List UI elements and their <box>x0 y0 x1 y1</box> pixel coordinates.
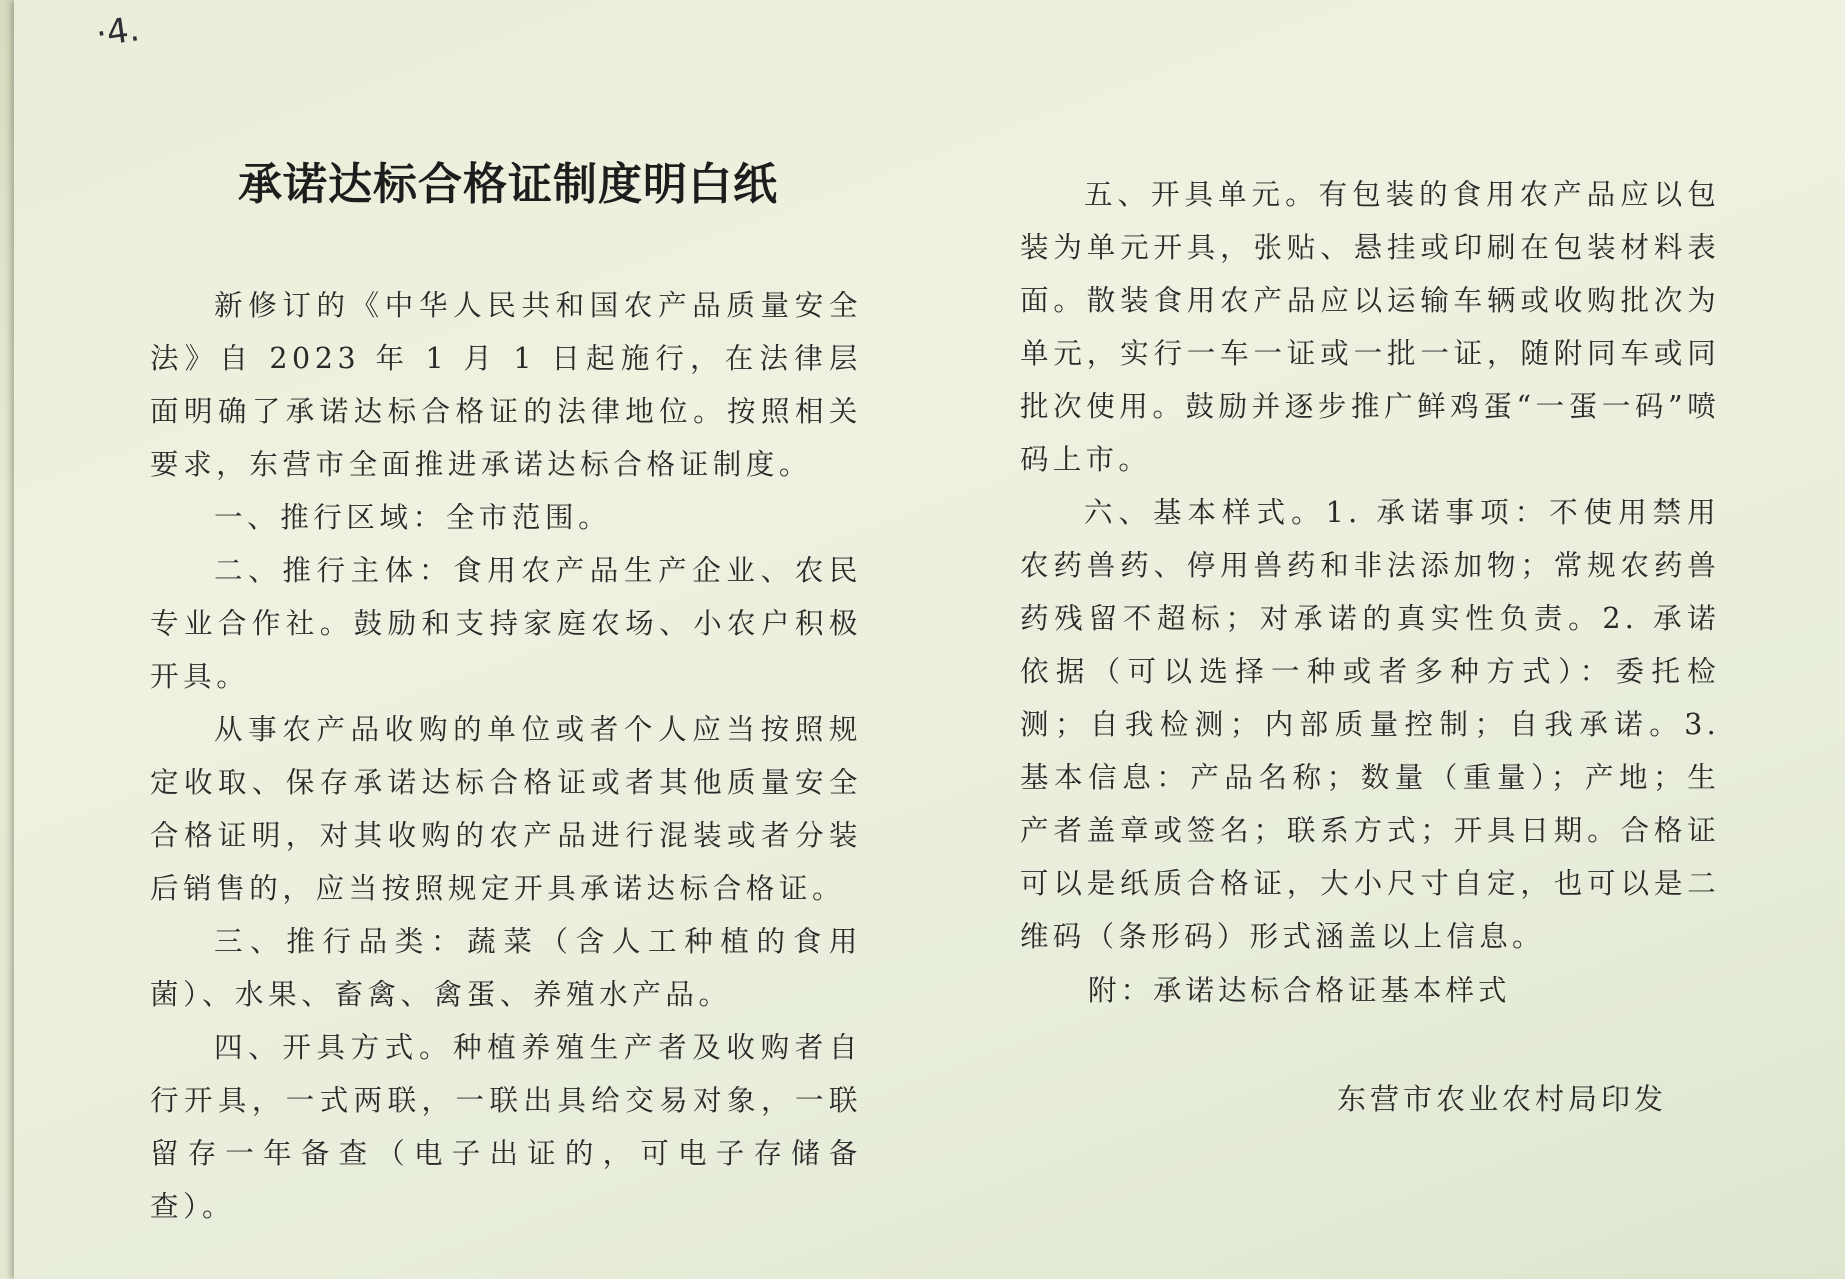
intro-paragraph: 新修订的《中华人民共和国农产品质量安全法》自 2023 年 1 月 1 日起施行，在法律层面明确了承诺达标合格证的法律地位。按照相关要求，东营市全面推进承诺达标合格证制度。 <box>150 289 862 481</box>
section-subject-paragraph: 二、推行主体：食用农产品生产企业、农民专业合作社。鼓励和支持家庭农场、小农户积极开具。 <box>150 554 862 693</box>
section-style-paragraph: 六、基本样式。1. 承诺事项：不使用禁用农药兽药、停用兽药和非法添加物；常规农药兽药残留不超标；对承诺的真实性负责。2. 承诺依据（可以选择一种或者多种方式）：委托检测；自我检测；内部质量控制；自我承诺。3. 基本信息：产品名称；数量（重量）；产地；生产者盖章或签名；联系方式；开具日期。合格证可以是纸质合格证，大小尺寸自定，也可以是二维码（条形码）形式涵盖以上信息。 <box>1020 496 1720 953</box>
section-method-paragraph: 四、开具方式。种植养殖生产者及收购者自行开具，一式两联，一联出具给交易对象，一联留存一年备查（电子出证的，可电子存储备查）。 <box>150 1031 862 1223</box>
left-column <box>150 155 862 1233</box>
section-region-paragraph: 一、推行区域：全市范围。 <box>214 501 612 534</box>
section-unit-paragraph: 五、开具单元。有包装的食用农产品应以包装为单元开具，张贴、悬挂或印刷在包装材料表面。散装食用农产品应以运输车辆或收购批次为单元，实行一车一证或一批一证，随附同车或同批次使用。鼓励并逐步推广鲜鸡蛋“一蛋一码”喷码上市。 <box>1020 178 1720 476</box>
purchaser-paragraph: 从事农产品收购的单位或者个人应当按照规定收取、保存承诺达标合格证或者其他质量安全合格证明，对其收购的农产品进行混装或者分装后销售的，应当按照规定开具承诺达标合格证。 <box>150 713 862 905</box>
section-category-paragraph: 三、推行品类：蔬菜（含人工种植的食用菌）、水果、畜禽、禽蛋、养殖水产品。 <box>150 925 862 1011</box>
appendix-note: 附：承诺达标合格证基本样式 <box>1088 974 1511 1007</box>
issuer-line: 东营市农业农村局印发 <box>1337 1082 1668 1116</box>
handwritten-page-mark: ·4. <box>93 9 142 55</box>
document-title: 承诺达标合格证制度明白纸 <box>238 159 778 210</box>
right-column <box>1020 168 1720 963</box>
